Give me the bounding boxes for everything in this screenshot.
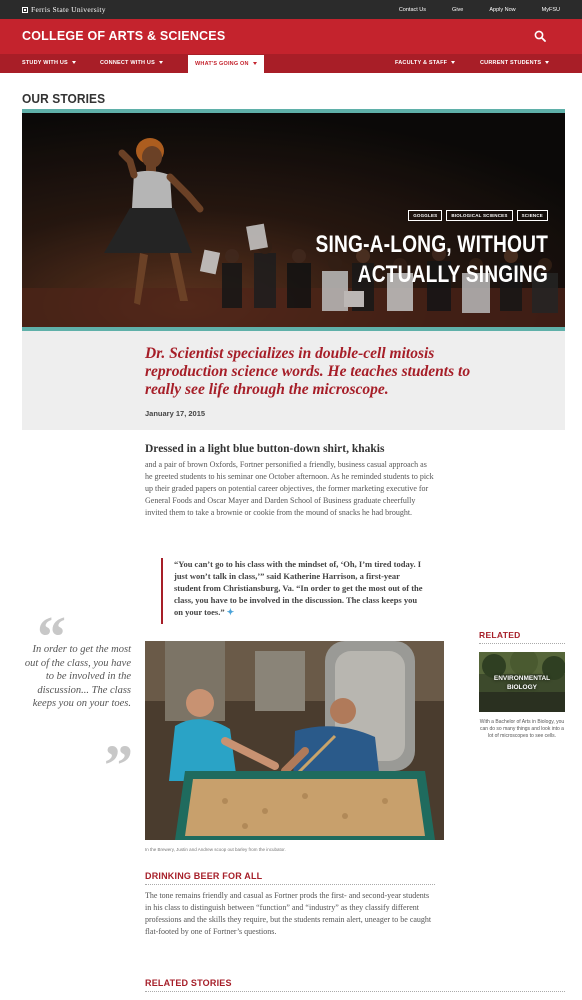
chevron-down-icon xyxy=(545,61,549,64)
nav-study-with-us[interactable] xyxy=(22,54,76,73)
story-date: January 17, 2015 xyxy=(145,409,206,418)
nav-faculty-staff[interactable] xyxy=(395,54,455,73)
inline-quote-text: “You can’t go to his class with the mindset of, ‘Oh, I’m tired today. I just won’t talk in class,’” said Katherine Harrison, a first-year student from Christiansburg, Va. “In order to get the most out of the class, you have to be involved in the discussion. The class keeps you on your toes.” xyxy=(174,559,423,617)
article-paragraph: The tone remains friendly and casual as Fortner prods the first- and second-year students in his class to distinguish between “function” and “industry” as they classify different professions and the skills they require, but the students remain alert, uneager to be caught flat-footed by one of Fortner’s questions. xyxy=(145,891,432,936)
tag-goggles[interactable]: GOGGLES xyxy=(408,210,442,221)
divider xyxy=(145,884,435,885)
nav-whats-going-on[interactable] xyxy=(188,55,264,74)
inline-quote xyxy=(161,558,426,624)
nav-label: FACULTY & STAFF xyxy=(395,60,448,66)
university-brand[interactable] xyxy=(22,5,106,14)
related-card-label xyxy=(479,674,565,692)
myfsu-link[interactable]: MyFSU xyxy=(541,6,560,13)
utility-bar xyxy=(0,0,582,19)
give-link[interactable]: Give xyxy=(452,6,464,13)
nav-label: STUDY WITH US xyxy=(22,60,68,66)
utility-links xyxy=(399,0,582,19)
university-name: Ferris State University xyxy=(31,5,106,14)
photo-caption: In the Brewery, Justin and Andrew scoop out barley from the incubator. xyxy=(145,847,286,852)
pull-quote: In order to get the most out of the class, you have to be involved in the discussion... The class keeps you on your toes. xyxy=(24,644,131,710)
tag-science[interactable]: SCIENCE xyxy=(517,210,548,221)
hero-tags xyxy=(408,210,548,221)
chevron-down-icon xyxy=(159,61,163,64)
page-title: OUR STORIES xyxy=(22,91,106,106)
nav-label: WHAT'S GOING ON xyxy=(195,61,249,67)
college-header xyxy=(0,19,582,54)
divider xyxy=(145,991,565,992)
chevron-down-icon xyxy=(253,62,257,65)
story-intro xyxy=(22,331,565,430)
hero-headline-line: SING-A-LONG, WITHOUT xyxy=(315,231,548,258)
college-title[interactable]: COLLEGE OF ARTS & SCIENCES xyxy=(22,29,226,43)
close-quote-icon: ” xyxy=(104,733,133,798)
main-nav xyxy=(0,54,582,73)
chevron-down-icon xyxy=(72,61,76,64)
open-quote-icon: “ xyxy=(37,604,66,669)
tag-biological-sciences[interactable]: BIOLOGICAL SCIENCES xyxy=(446,210,512,221)
related-description: With a Bachelor of Arts in Biology, you can do so many things and look into a lot of microscopes to see cells. xyxy=(479,719,565,739)
ferris-logo-icon xyxy=(22,7,28,13)
article-lead-heading: Dressed in a light blue button-down shirt, khakis xyxy=(145,443,385,455)
nav-current-students[interactable] xyxy=(480,54,549,73)
brewery-photo xyxy=(145,641,444,840)
twitter-icon[interactable]: ✦ xyxy=(226,607,235,617)
related-heading: RELATED xyxy=(479,630,521,640)
related-stories-heading: RELATED STORIES xyxy=(145,978,232,988)
contact-us-link[interactable]: Contact Us xyxy=(398,6,427,13)
hero-headline-line: ACTUALLY SINGING xyxy=(357,261,548,288)
article-paragraph: and a pair of brown Oxfords, Fortner personified a friendly, business casual approach as he greeted students to his seminar one October afternoon. As he reminded students to pick up their graded papers on potential career objectives, the former marketing executive for General Foods and Oscar Mayer and Darden School of Business graduate cheerfully invited them to take a brownie or cookie from the mound of snacks he had brought. xyxy=(145,460,434,517)
apply-now-link[interactable]: Apply Now xyxy=(489,6,516,13)
article-photo xyxy=(145,641,444,840)
nav-label: CONNECT WITH US xyxy=(100,60,155,66)
nav-label: CURRENT STUDENTS xyxy=(480,60,542,66)
section-heading: DRINKING BEER FOR ALL xyxy=(145,871,263,881)
related-card[interactable] xyxy=(479,652,565,712)
divider xyxy=(479,643,565,644)
search-icon[interactable] xyxy=(534,30,546,42)
hero-banner[interactable] xyxy=(22,109,565,331)
related-card-line: BIOLOGY xyxy=(507,684,537,691)
hero-headline xyxy=(244,230,548,290)
nav-connect-with-us[interactable] xyxy=(100,54,163,73)
chevron-down-icon xyxy=(451,61,455,64)
story-lede: Dr. Scientist specializes in double-cell mitosis reproduction science words. He teaches students to really see life through the microscope. xyxy=(145,345,471,398)
related-card-line: ENVIRONMENTAL xyxy=(493,675,551,682)
